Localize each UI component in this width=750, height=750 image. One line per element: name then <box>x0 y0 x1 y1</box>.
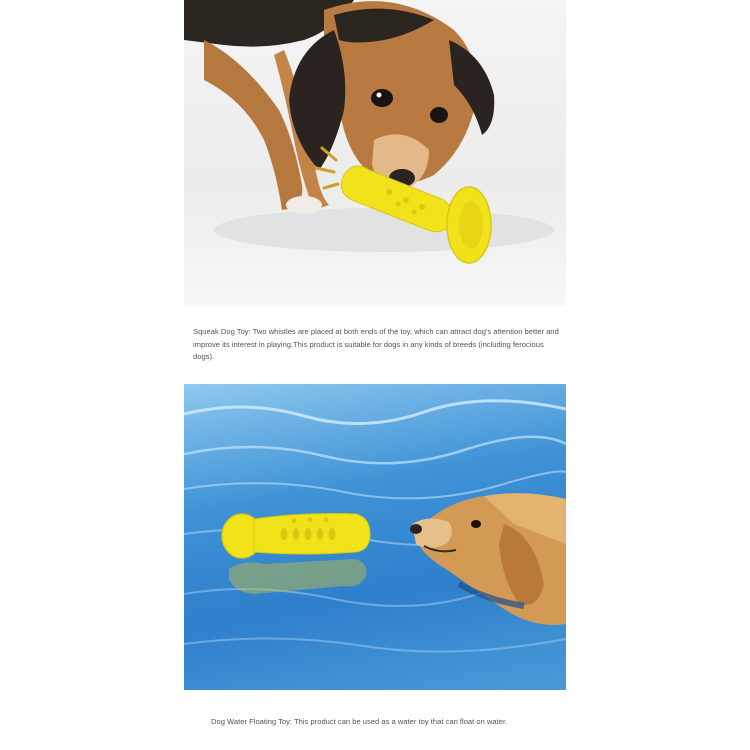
squeak-toy-caption: Squeak Dog Toy: Two whistles are placed at both ends of the toy, which can attract dog's attention better and improve its interest in playing.This product is suitable for dogs in any kinds of breeds (including ferocious dogs). <box>193 327 559 361</box>
puppy-with-toy-illustration <box>184 0 566 306</box>
product-photo-squeak-toy <box>184 0 566 306</box>
product-photo-floating-toy <box>184 384 566 690</box>
swimming-dog-illustration <box>184 384 566 690</box>
floating-toy-caption: Dog Water Floating Toy: This product can be used as a water toy that can float on water. <box>211 717 508 726</box>
